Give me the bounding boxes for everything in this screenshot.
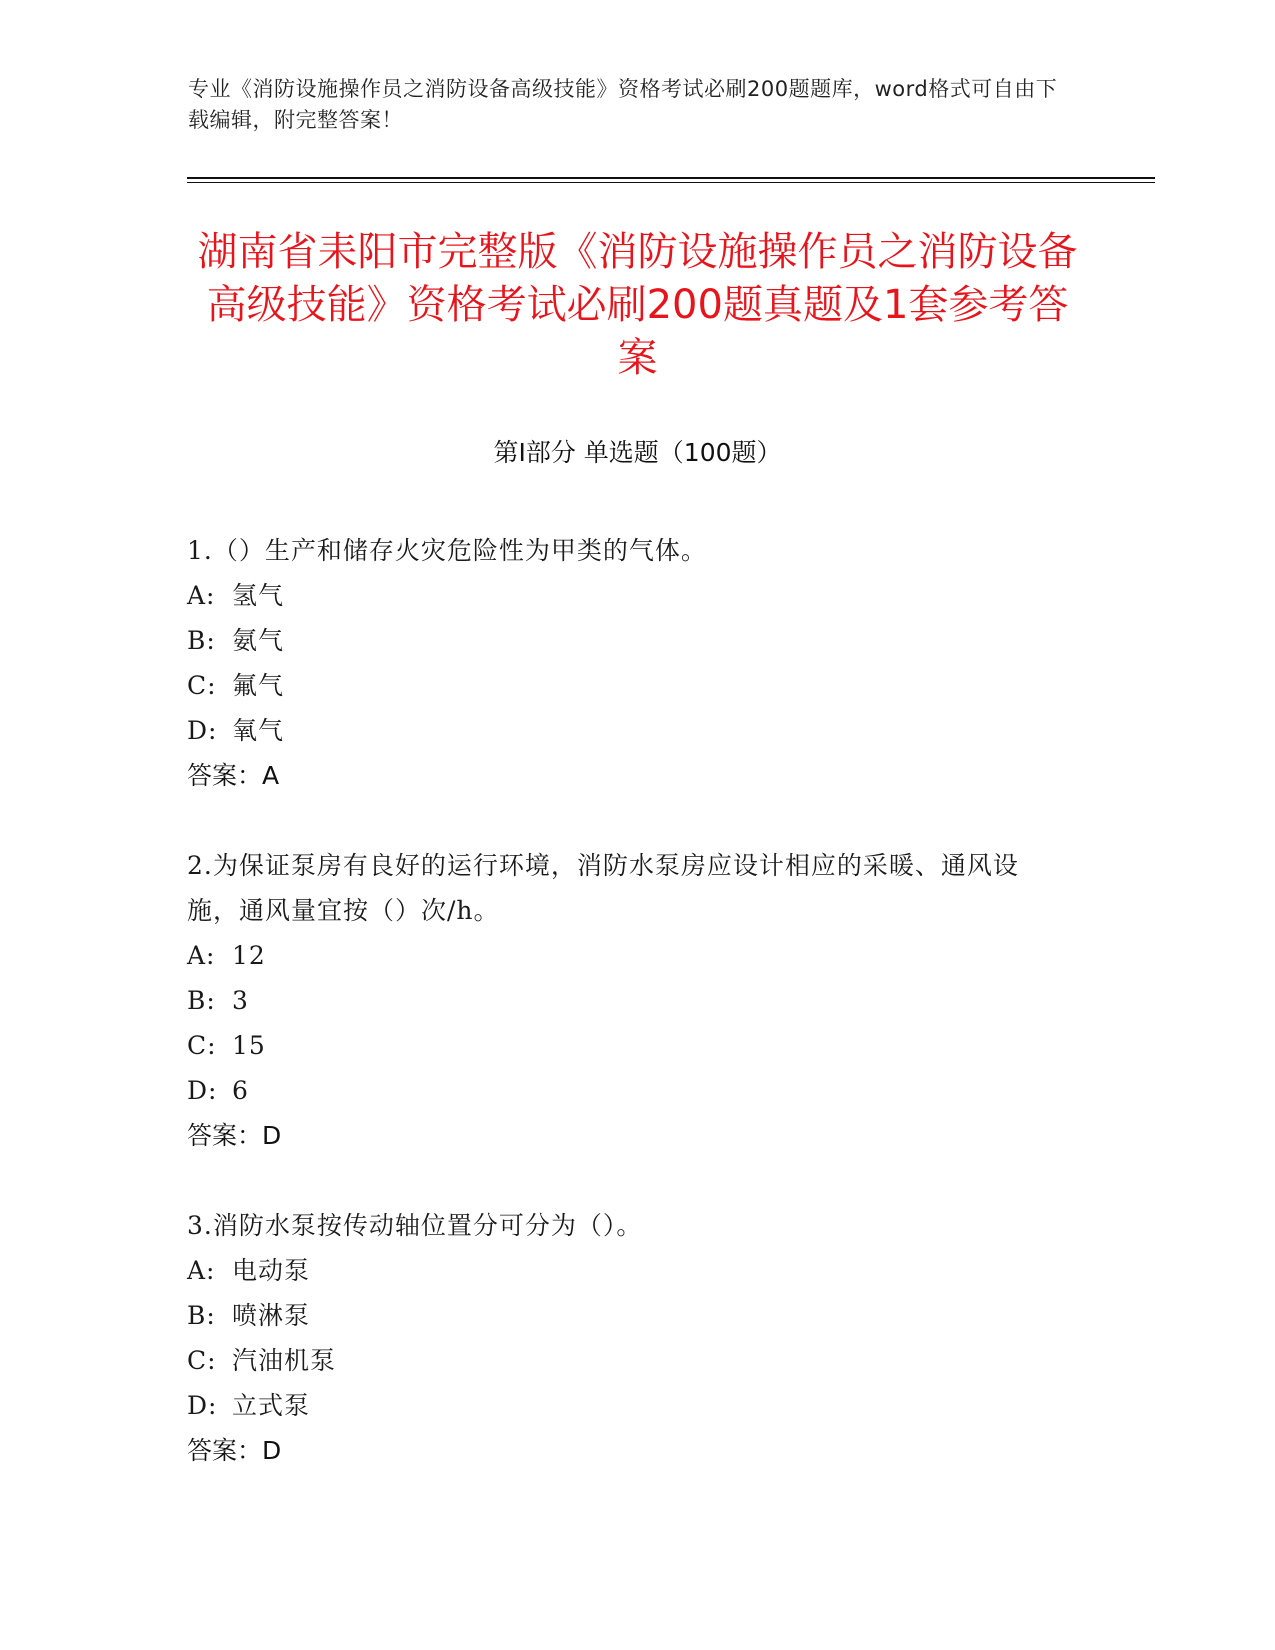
option-letter: D: (187, 1391, 218, 1420)
option-a (187, 573, 1067, 618)
option-b (187, 1293, 1067, 1338)
question-stem: 2.为保证泵房有良好的运行环境，消防水泵房应设计相应的采暖、通风设施，通风量宜按（）次/h。 (187, 851, 1019, 925)
option-letter: C: (187, 1346, 217, 1375)
option-text: 汽油机泵 (232, 1346, 337, 1375)
question-spacer (187, 1158, 1067, 1203)
option-letter: A: (187, 1256, 216, 1285)
header-note: 专业《消防设施操作员之消防设备高级技能》资格考试必刷200题题库，word格式可自由下载编辑，附完整答案！ (188, 77, 1058, 132)
option-letter: D: (187, 1076, 218, 1105)
option-text: 氢气 (232, 581, 285, 610)
option-letter: B: (187, 1301, 216, 1330)
question-1 (187, 528, 1067, 798)
option-text: 立式泵 (232, 1391, 311, 1420)
document-title: 湖南省耒阳市完整版《消防设施操作员之消防设备高级技能》资格考试必刷200题真题及1套参考答案 (197, 229, 1078, 381)
option-c (187, 663, 1067, 708)
option-b (187, 618, 1067, 663)
option-text: 喷淋泵 (232, 1301, 311, 1330)
option-d (187, 708, 1067, 753)
question-3 (187, 1203, 1067, 1473)
option-c (187, 1338, 1067, 1383)
question-stem: 1.（）生产和储存火灾危险性为甲类的气体。 (187, 536, 707, 565)
option-d (187, 1383, 1067, 1428)
option-text: 15 (232, 1031, 266, 1060)
option-letter: A: (187, 581, 216, 610)
option-text: 6 (232, 1076, 249, 1105)
header-divider-thick (187, 177, 1155, 179)
option-text: 12 (232, 941, 266, 970)
option-text: 电动泵 (232, 1256, 311, 1285)
option-a (187, 933, 1067, 978)
question-stem: 3.消防水泵按传动轴位置分可分为（）。 (187, 1211, 643, 1240)
option-text: 氨气 (232, 626, 285, 655)
option-text: 氟气 (232, 671, 285, 700)
option-letter: B: (187, 986, 216, 1015)
option-letter: D: (187, 716, 218, 745)
option-text: 氧气 (232, 716, 285, 745)
option-letter: A: (187, 941, 216, 970)
option-letter: C: (187, 671, 217, 700)
section-title: 第Ⅰ部分 单选题（100题） (493, 438, 782, 467)
question-spacer (187, 798, 1067, 843)
option-d (187, 1068, 1067, 1113)
question-answer: 答案：D (187, 1436, 282, 1465)
option-a (187, 1248, 1067, 1293)
option-c (187, 1023, 1067, 1068)
header-divider-thin (187, 182, 1155, 183)
option-b (187, 978, 1067, 1023)
question-list (187, 528, 1067, 1473)
option-text: 3 (232, 986, 249, 1015)
option-letter: C: (187, 1031, 217, 1060)
question-answer: 答案：A (187, 761, 280, 790)
option-letter: B: (187, 626, 216, 655)
question-2 (187, 843, 1067, 1158)
question-answer: 答案：D (187, 1121, 282, 1150)
